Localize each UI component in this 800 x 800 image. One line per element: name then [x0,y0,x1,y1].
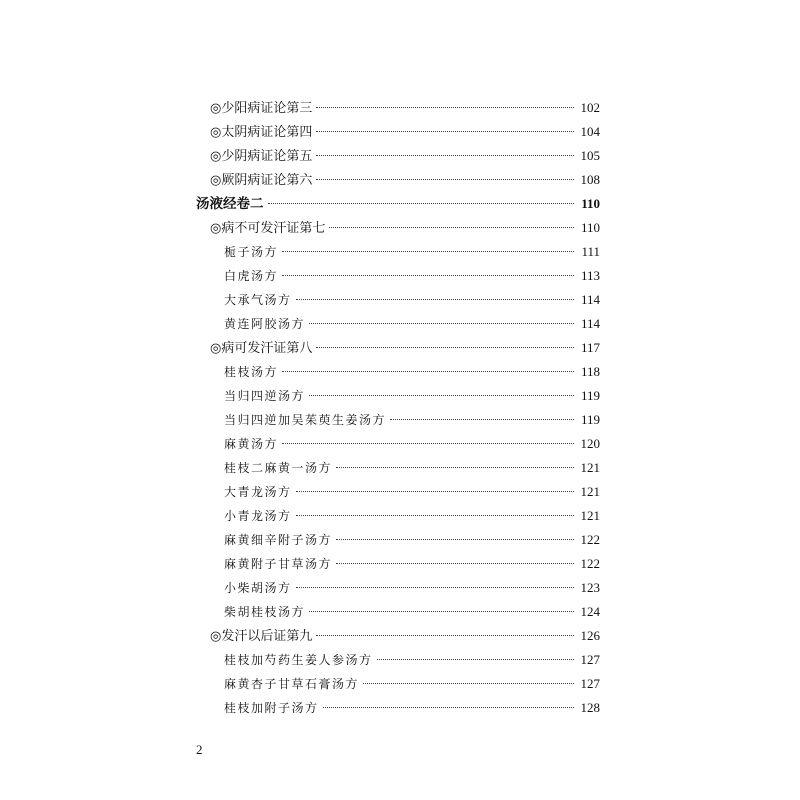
toc-chapter-entry [196,144,600,168]
dot-leader [363,683,574,684]
toc-entry-page: 117 [580,340,600,355]
toc-entry-page: 104 [580,124,600,139]
toc-entry-page: 121 [580,508,600,523]
dot-leader [316,131,574,132]
toc-formula-entry [196,432,600,456]
toc-entry-page: 121 [580,460,600,475]
toc-formula-entry [196,648,600,672]
toc-formula-entry [196,408,600,432]
toc-entry-page: 121 [580,484,600,499]
toc-entry-title: 麻黄细辛附子汤方 [224,533,333,547]
toc-formula-entry [196,672,600,696]
toc-chapter-entry [196,96,600,120]
dot-leader [296,491,574,492]
toc-chapter-entry [196,336,600,360]
toc-formula-entry [196,480,600,504]
toc-formula-entry [196,456,600,480]
dot-leader [323,707,574,708]
dot-leader [282,275,574,276]
toc-entry-page: 105 [580,148,600,163]
toc-entry-page: 122 [580,532,600,547]
toc-entry-page: 118 [580,364,600,379]
toc-entry-page: 120 [580,436,600,451]
dot-leader [336,539,574,540]
dot-leader [296,299,574,300]
toc-formula-entry [196,288,600,312]
dot-leader [329,227,574,228]
dot-leader [268,203,575,204]
toc-entry-title: 当归四逆加吴茱萸生姜汤方 [224,413,387,427]
toc-formula-entry [196,504,600,528]
dot-leader [282,443,574,444]
toc-entry-title: 当归四逆汤方 [224,389,306,403]
toc-entry-title: ◎厥阴病证论第六 [210,173,313,188]
toc-entry-title: 桂枝汤方 [224,365,279,379]
dot-leader [316,107,574,108]
dot-leader [316,179,574,180]
toc-formula-entry [196,360,600,384]
toc-entry-page: 113 [580,268,600,283]
toc-chapter-entry [196,216,600,240]
dot-leader [282,251,574,252]
toc-formula-entry [196,552,600,576]
dot-leader [390,419,574,420]
toc-entry-page: 110 [581,196,600,211]
toc-chapter-entry [196,624,600,648]
toc-entry-title: ◎发汗以后证第九 [210,629,313,644]
toc-entry-title: 汤液经卷二 [196,196,264,212]
toc-entry-title: 小青龙汤方 [224,509,292,523]
toc-entry-page: 114 [580,292,600,307]
toc-entry-title: ◎少阴病证论第五 [210,149,313,164]
toc-formula-entry [196,264,600,288]
dot-leader [316,155,574,156]
toc-entry-page: 102 [580,100,600,115]
dot-leader [309,323,574,324]
dot-leader [316,635,574,636]
toc-volume-heading [196,192,600,216]
dot-leader [296,587,574,588]
toc-entry-title: 栀子汤方 [224,245,279,259]
toc-entry-title: 柴胡桂枝汤方 [224,605,306,619]
toc-entry-title: 桂枝加芍药生姜人参汤方 [224,653,373,667]
toc-formula-entry [196,240,600,264]
toc-entry-page: 114 [580,316,600,331]
toc-entry-title: 麻黄汤方 [224,437,279,451]
toc-entry-page: 110 [580,220,600,235]
toc-entry-page: 127 [580,652,600,667]
toc-entry-page: 119 [580,412,600,427]
toc-entry-page: 124 [580,604,600,619]
toc-formula-entry [196,576,600,600]
toc-formula-entry [196,384,600,408]
toc-formula-entry [196,696,600,720]
toc-entry-page: 123 [580,580,600,595]
toc-entry-page: 122 [580,556,600,571]
toc-entry-title: 麻黄附子甘草汤方 [224,557,333,571]
toc-entry-title: ◎病不可发汗证第七 [210,221,326,236]
toc-entry-title: 桂枝二麻黄一汤方 [224,461,333,475]
toc-entry-title: 大承气汤方 [224,293,292,307]
toc-formula-entry [196,312,600,336]
dot-leader [377,659,574,660]
dot-leader [282,371,574,372]
dot-leader [309,611,574,612]
toc-chapter-entry [196,120,600,144]
toc-entry-page: 108 [580,172,600,187]
toc-entry-title: 桂枝加附子汤方 [224,701,319,715]
toc-entry-title: 大青龙汤方 [224,485,292,499]
toc-formula-entry [196,528,600,552]
toc-entry-title: ◎少阳病证论第三 [210,101,313,116]
table-of-contents [196,96,600,720]
toc-entry-page: 127 [580,676,600,691]
toc-entry-page: 126 [580,628,600,643]
dot-leader [336,467,574,468]
toc-entry-title: 麻黄杏子甘草石膏汤方 [224,677,360,691]
toc-entry-page: 111 [581,244,600,259]
toc-formula-entry [196,600,600,624]
dot-leader [296,515,574,516]
toc-entry-title: ◎太阴病证论第四 [210,125,313,140]
toc-entry-page: 119 [580,388,600,403]
dot-leader [316,347,574,348]
toc-entry-title: ◎病可发汗证第八 [210,341,313,356]
toc-entry-title: 白虎汤方 [224,269,279,283]
toc-entry-page: 128 [580,700,600,715]
toc-chapter-entry [196,168,600,192]
page-number: 2 [196,742,203,757]
toc-entry-title: 小柴胡汤方 [224,581,292,595]
dot-leader [309,395,574,396]
toc-entry-title: 黄连阿胶汤方 [224,317,306,331]
dot-leader [336,563,574,564]
